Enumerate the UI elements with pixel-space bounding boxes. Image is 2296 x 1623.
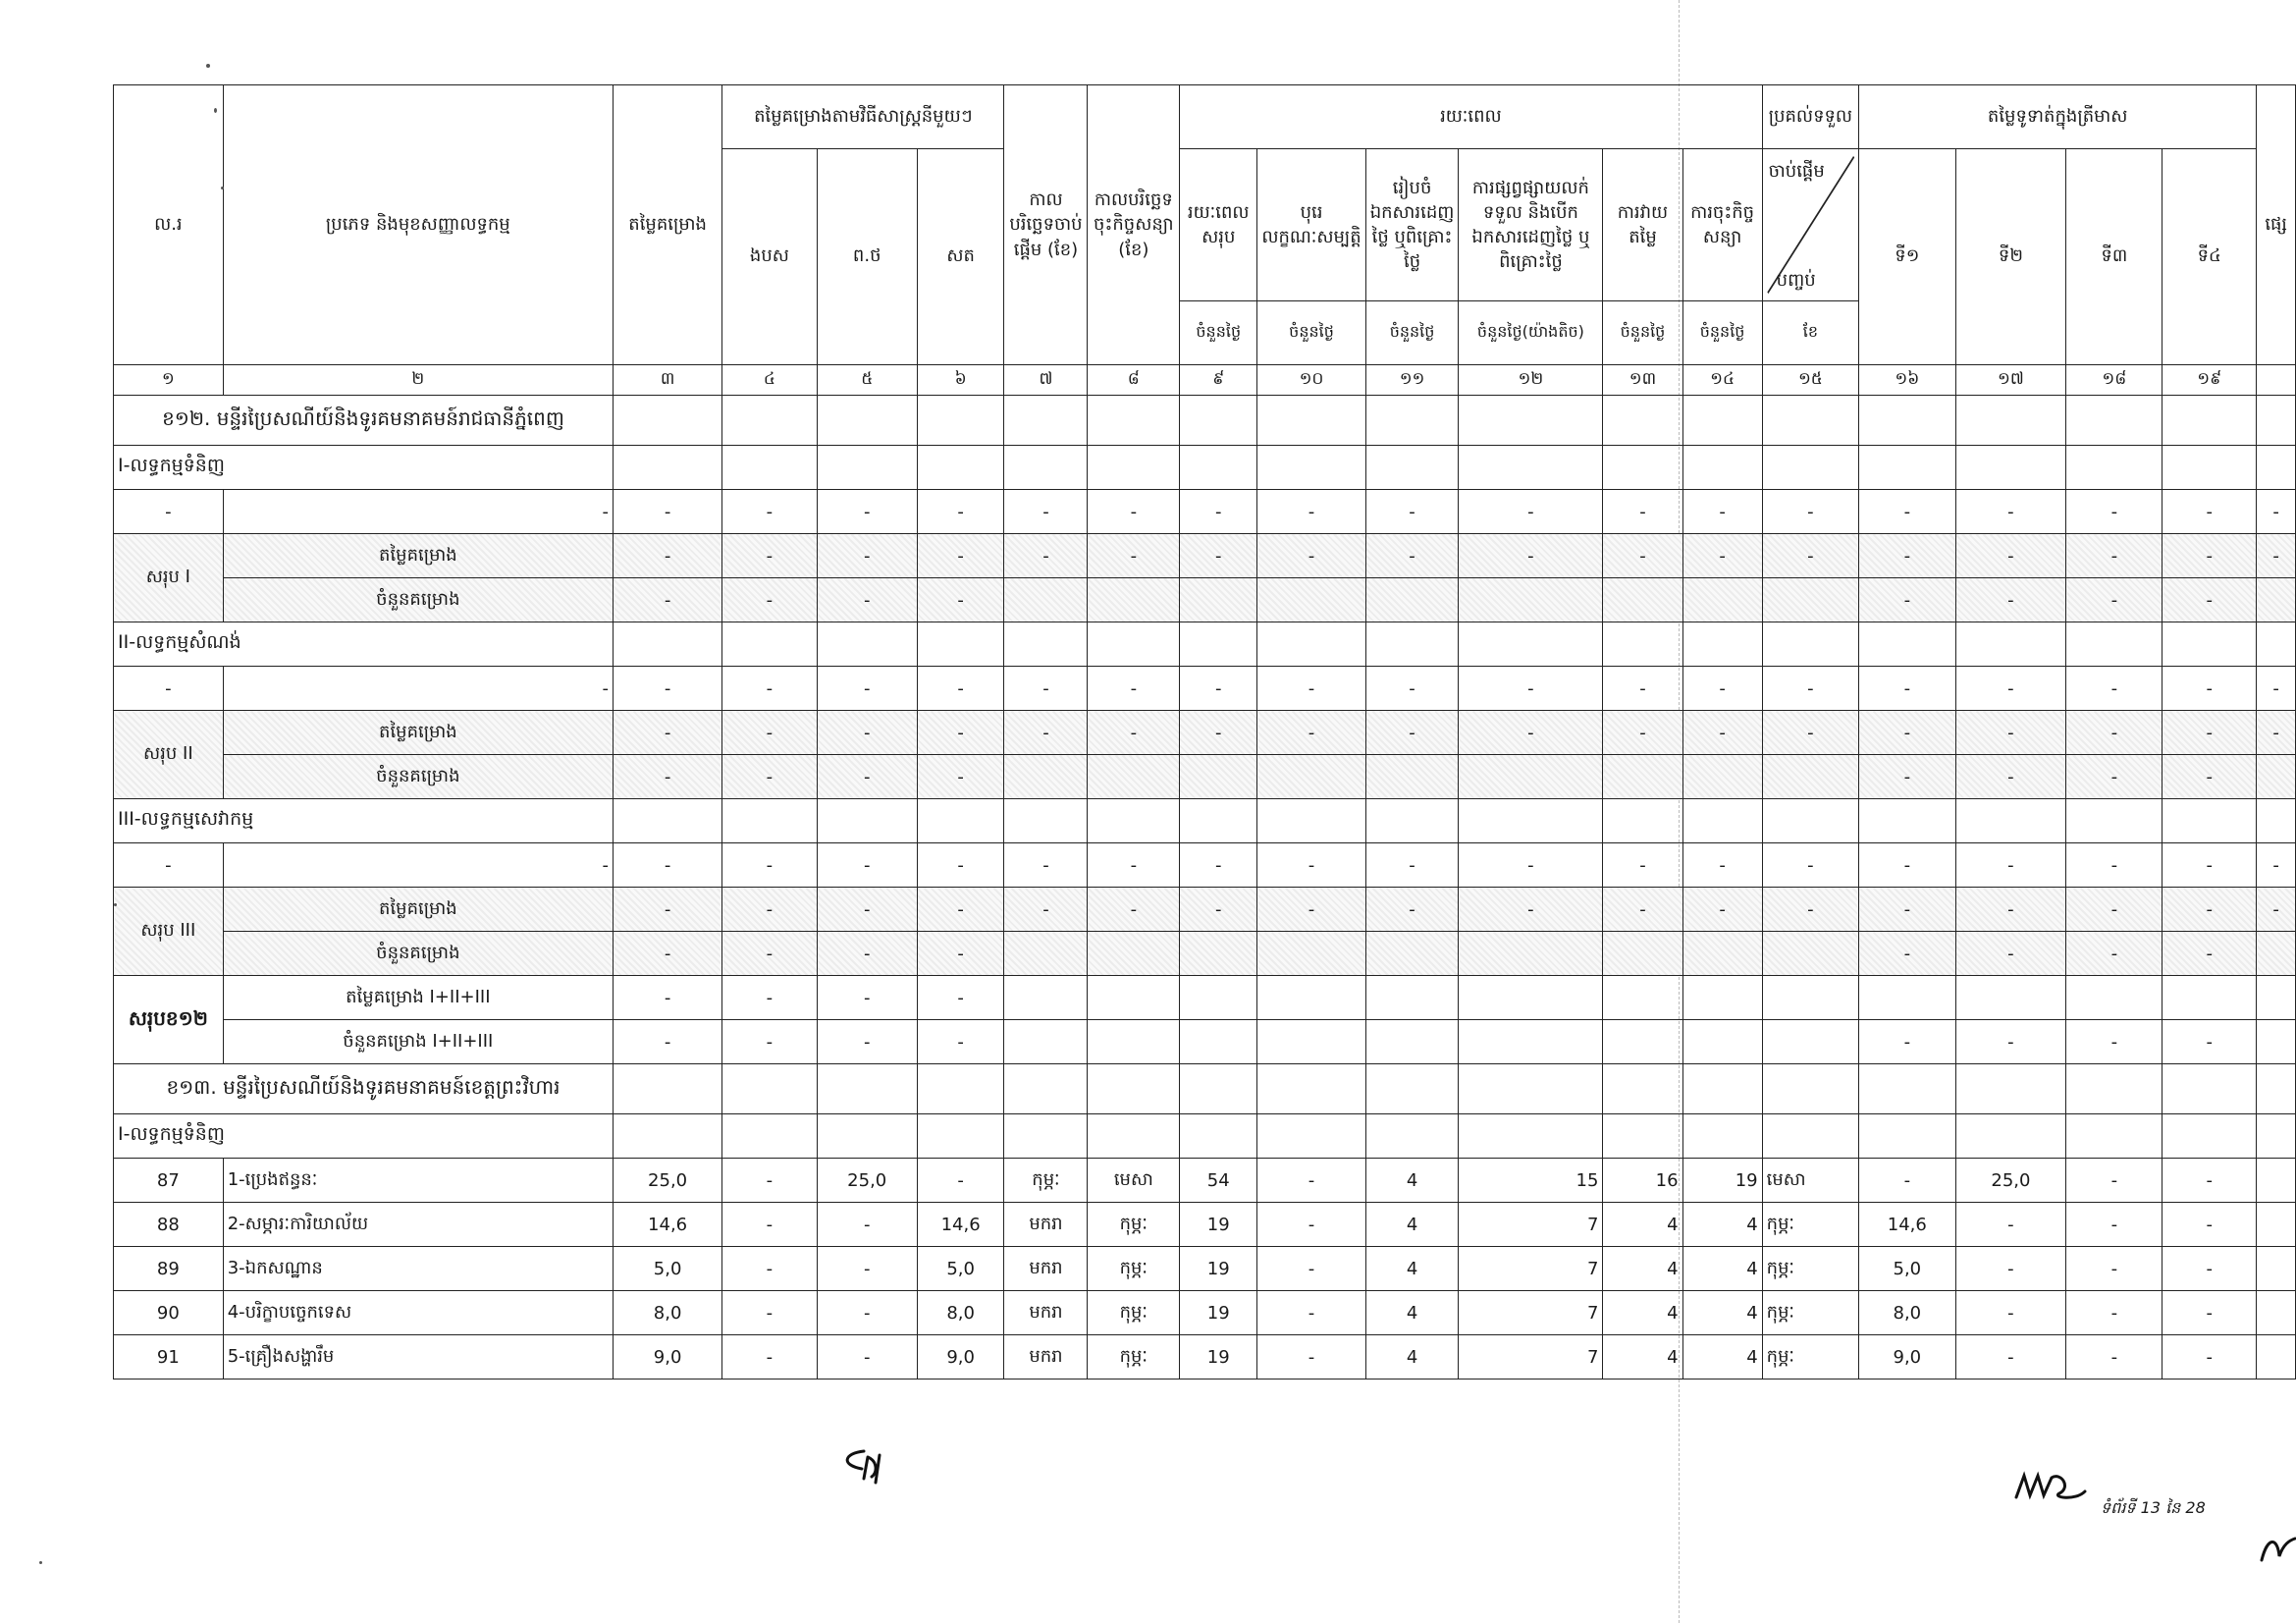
est-value-label: តម្លៃគម្រោង [223,711,613,755]
subsection-goods: I-លទ្ធកម្មទំនិញ [114,1114,614,1159]
col-num: ១៨ [2066,365,2163,396]
procurement-plan-table [113,84,2296,1380]
item-estimate: 9,0 [613,1335,721,1380]
col-num: ១២ [1459,365,1603,396]
col-num: ១១ [1365,365,1459,396]
col-header-q1: ទី១ [1859,149,1955,365]
total-12-label: សរុបខ១២ [114,976,224,1064]
unit-days-5: ចំនួនថ្ងៃ [1603,301,1682,365]
empty-item-row: - - - - - - - - - - - - - - - - - - - - [114,843,2296,888]
col-num: ៥ [817,365,917,396]
table-row: 91 5-គ្រឿងសង្ហារឹម 9,0 - - 9,0 មករា កុម្ភៈ 19 - 4 7 4 4 កុម្ភៈ 9,0 - - - [114,1335,2296,1380]
col-header-receive-group: ប្រគល់ទទួល [1762,85,1859,149]
col-header-no: ល.រ [114,85,224,365]
unit-days-1: ចំនួនថ្ងៃ [1180,301,1257,365]
col-header-source-1: ងបស [722,149,817,365]
col-header-prequalification: បុរេលក្ខណៈសម្បត្តិ [1257,149,1365,301]
est-count-label: ចំនួនគម្រោង [223,932,613,976]
table-row: 88 2-សម្ភារៈការិយាល័យ 14,6 - - 14,6 មករា កុម្ភៈ 19 - 4 7 4 4 កុម្ភៈ 14,6 - - - [114,1203,2296,1247]
total-i-value-row: សរុប I តម្លៃគម្រោង - - - - - - - - - - - - - - - - - - [114,534,2296,578]
col-header-start: កាលបរិច្ឆេទចាប់ផ្ដើម (ខែ) [1004,85,1088,365]
col-header-evaluation: ការវាយតម្លៃ [1603,149,1682,301]
col-num: ១៣ [1603,365,1682,396]
unit-days-3: ចំនួនថ្ងៃ [1365,301,1459,365]
col-header-advertise: ការផ្សព្វផ្សាយលក់ ទទួល និងបើកឯកសារដេញថ្លៃ ឬ ពិគ្រោះថ្លៃ [1459,149,1603,301]
col-num: ១៩ [2163,365,2257,396]
unit-days-2: ចំនួនថ្ងៃ [1257,301,1365,365]
empty-item-row: - - - - - - - - - - - - - - - - - - - - [114,667,2296,711]
col-header-source-2: ព.ថ [817,149,917,365]
item-no: 91 [114,1335,224,1380]
handwritten-initials-left [834,1443,903,1488]
col-num: ៧ [1004,365,1088,396]
subsection-works: II-លទ្ធកម្មសំណង់ [114,622,614,667]
unit-days-6: ចំនួនថ្ងៃ [1682,301,1762,365]
col-header-receive-split [1762,149,1859,301]
col-num: ៩ [1180,365,1257,396]
subsection-goods: I-លទ្ធកម្មទំនិញ [114,446,614,490]
total-iii-label: សរុប III [114,888,224,976]
est-value-label: តម្លៃគម្រោង [223,534,613,578]
col-num: ១៥ [1762,365,1859,396]
total-i-count-row: ចំនួនគម្រោង - - - - - - - - [114,578,2296,622]
item-name: 1-ប្រេងឥន្ធនៈ [223,1159,613,1203]
col-header-note: ផ្សេ [2257,85,2296,365]
section-title-13: ខ១៣. មន្ទីរប្រៃសណីយ៍និងទូរគមនាគមន៍ខេត្តព្រះវិហារ [114,1064,614,1114]
item-estimate: 25,0 [613,1159,721,1203]
col-header-total-duration: រយៈពេលសរុប [1180,149,1257,301]
est-count-label: ចំនួនគម្រោង [223,578,613,622]
table-row: 89 3-ឯកសណ្ឋាន 5,0 - - 5,0 មករា កុម្ភៈ 19 - 4 7 4 4 កុម្ភៈ 5,0 - - - [114,1247,2296,1291]
item-name: 2-សម្ភារៈការិយាល័យ [223,1203,613,1247]
scan-speck [114,903,117,906]
total-iii-value-row: សរុប III តម្លៃគម្រោង - - - - - - - - - - - - - - - - - - [114,888,2296,932]
total-ii-label: សរុប II [114,711,224,799]
table-row: 87 1-ប្រេងឥន្ធនៈ 25,0 - 25,0 - កុម្ភៈ មេសា 54 - 4 15 16 19 មេសា - 25,0 - - [114,1159,2296,1203]
column-number-row [114,365,2296,396]
item-estimate: 5,0 [613,1247,721,1291]
unit-month: ខែ [1762,301,1859,365]
scan-speck [39,1561,42,1564]
total-i-label: សរុប I [114,534,224,622]
col-header-source-3: សត [917,149,1004,365]
col-header-receive-end: បញ្ចប់ [1776,270,1816,291]
unit-days-min: ចំនួនថ្ងៃ(យ៉ាងតិច) [1459,301,1603,365]
col-header-estimate: តម្លៃគម្រោង [613,85,721,365]
col-header-q4: ទី៤ [2163,149,2257,365]
total-ii-value-row: សរុប II តម្លៃគម្រោង - - - - - - - - - - - - - - - - - - [114,711,2296,755]
item-name: 5-គ្រឿងសង្ហារឹម [223,1335,613,1380]
col-header-duration-group: រយៈពេល [1180,85,1762,149]
est-value-all-label: តម្លៃគម្រោង I+II+III [223,976,613,1020]
scan-speck [221,187,224,189]
col-num: ១៧ [1955,365,2066,396]
col-num: ៦ [917,365,1004,396]
item-estimate: 8,0 [613,1291,721,1335]
est-value-label: តម្លៃគម្រោង [223,888,613,932]
col-header-source-group: តម្លៃគម្រោងតាមវិធីសាស្ត្រនីមួយៗ [722,85,1004,149]
col-num: ៣ [613,365,721,396]
handwritten-mark-corner [2258,1527,2296,1566]
col-num: ១០ [1257,365,1365,396]
procurement-plan-sheet [113,84,2296,1380]
handwritten-initials-right [2012,1468,2091,1507]
item-estimate: 14,6 [613,1203,721,1247]
col-header-receive-start: ចាប់ផ្ដើម [1768,161,1825,182]
col-num: ៤ [722,365,817,396]
col-header-q2: ទី២ [1955,149,2066,365]
col-num: ៨ [1088,365,1180,396]
section-title-12: ខ១២. មន្ទីរប្រៃសណីយ៍និងទូរគមនាគមន៍រាជធានីភ្នំពេញ [114,396,614,446]
col-num-empty [2257,365,2296,396]
item-no: 87 [114,1159,224,1203]
total-12-value-row: សរុបខ១២ តម្លៃគម្រោង I+II+III - - - - [114,976,2296,1020]
col-header-payment-group: តម្លៃទូទាត់ក្នុងត្រីមាស [1859,85,2257,149]
item-no: 90 [114,1291,224,1335]
est-count-all-label: ចំនួនគម្រោង I+II+III [223,1020,613,1064]
total-ii-count-row: ចំនួនគម្រោង - - - - - - - - [114,755,2296,799]
scan-speck [206,64,210,68]
item-name: 3-ឯកសណ្ឋាន [223,1247,613,1291]
item-no: 88 [114,1203,224,1247]
col-header-type: ប្រភេទ និងមុខសញ្ញាលទ្ធកម្ម [223,85,613,365]
scan-speck [214,108,217,113]
col-num: ១៤ [1682,365,1762,396]
est-count-label: ចំនួនគម្រោង [223,755,613,799]
subsection-service: III-លទ្ធកម្មសេវាកម្ម [114,799,614,843]
item-no: 89 [114,1247,224,1291]
col-num: ១៦ [1859,365,1955,396]
table-row: 90 4-បរិក្ខាបច្ចេកទេស 8,0 - - 8,0 មករា កុម្ភៈ 19 - 4 7 4 4 កុម្ភៈ 8,0 - - - [114,1291,2296,1335]
item-name: 4-បរិក្ខាបច្ចេកទេស [223,1291,613,1335]
empty-item-row: - - - - - - - - - - - - - - - - - - - - [114,490,2296,534]
col-header-sign-contract: ការចុះកិច្ចសន្យា [1682,149,1762,301]
total-iii-count-row: ចំនួនគម្រោង - - - - - - - - [114,932,2296,976]
col-num: ២ [223,365,613,396]
page-number: ទំព័រទី 13 នៃ 28 [2101,1498,2206,1517]
col-num: ១ [114,365,224,396]
total-12-count-row: ចំនួនគម្រោង I+II+III - - - - - - - - [114,1020,2296,1064]
col-header-contract: កាលបរិច្ឆេទចុះកិច្ចសន្យា (ខែ) [1088,85,1180,365]
col-header-q3: ទី៣ [2066,149,2163,365]
col-header-prepare-docs: រៀបចំឯកសារដេញថ្លៃ ឬពិគ្រោះថ្លៃ [1365,149,1459,301]
